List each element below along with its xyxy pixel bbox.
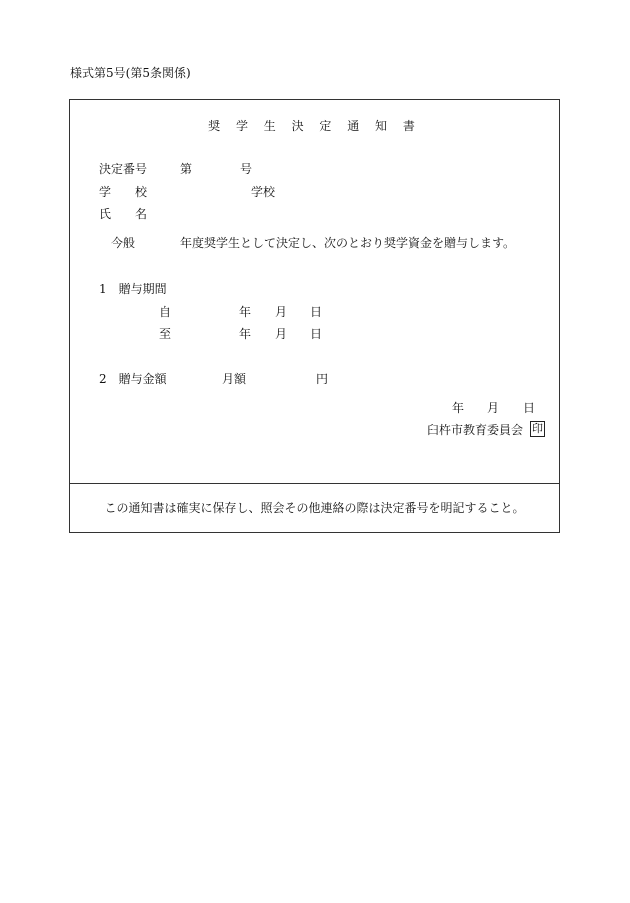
period-heading: 1 贈与期間: [99, 282, 167, 296]
period-from-year: 年: [239, 305, 252, 319]
form-number-label: 様式第5号(第5条関係): [70, 66, 191, 80]
issue-date-year: 年: [452, 401, 465, 415]
period-from-month: 月: [275, 305, 288, 319]
name-label: 氏 名: [99, 207, 148, 221]
period-to-day: 日: [310, 327, 323, 341]
notice-prefix: 今般: [111, 236, 136, 250]
decision-number-label: 決定番号: [99, 162, 148, 176]
period-from-day: 日: [310, 305, 323, 319]
notice-form: [69, 99, 560, 533]
amount-unit: 円: [316, 372, 329, 386]
decision-number-suffix: 号: [240, 162, 253, 176]
period-to-label: 至: [159, 327, 172, 341]
amount-monthly-label: 月額: [222, 372, 247, 386]
school-suffix: 学校: [251, 185, 276, 199]
footer-note: この通知書は確実に保存し、照会その他連絡の際は決定番号を明記すること。: [104, 501, 525, 515]
school-label: 学 校: [99, 185, 148, 199]
amount-heading: 2 贈与金額: [99, 372, 167, 386]
notice-body: 年度奨学生として決定し、次のとおり奨学資金を贈与します。: [180, 236, 516, 250]
decision-number-prefix: 第: [180, 162, 193, 176]
issuer-name: 臼杵市教育委員会: [427, 423, 524, 437]
issue-date-day: 日: [523, 401, 536, 415]
seal-mark: 印: [532, 422, 543, 435]
footer-divider: [70, 483, 559, 484]
issue-date-month: 月: [487, 401, 500, 415]
issuer-seal: [530, 421, 545, 437]
period-from-label: 自: [159, 305, 172, 319]
document-title: 奨 学 生 決 定 通 知 書: [208, 119, 421, 133]
period-to-month: 月: [275, 327, 288, 341]
period-to-year: 年: [239, 327, 252, 341]
